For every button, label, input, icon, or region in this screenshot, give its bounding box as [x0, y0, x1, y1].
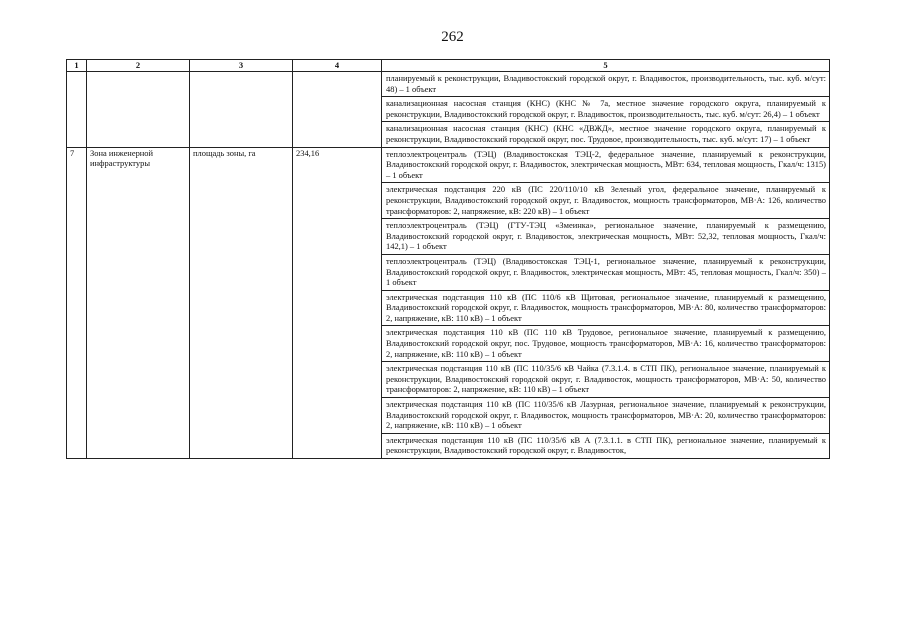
- facility-entry: электрическая подстанция 110 кВ (ПС 110/35/6 кВ Чайка (7.3.1.4. в СТП ПК), региональное значение, планируемый к реконструкции, Владивостокский городской округ, г. Владивосток, мощность трансформаторов, МВ·А: 50, количество трансформаторов: 2, напряжение, кВ: 110 кВ) – 1 объект: [382, 362, 830, 398]
- cell-empty: [190, 72, 293, 148]
- facility-entry: электрическая подстанция 220 кВ (ПС 220/110/10 кВ Зеленый угол, федеральное значение, планируемый к реконструкции, Владивостокский городской округ, г. Владивосток, мощность трансформаторов, МВ·А: 126, количество трансформаторов: 2, напряжение, кВ: 220 кВ) – 1 объект: [382, 183, 830, 219]
- facility-entry: канализационная насосная станция (КНС) (КНС № 7а, местное значение городского округа, планируемый к реконструкции, Владивостокский городской округ, г. Владивосток, производительность, тыс. куб. м/сут: 26,4) – 1 объект: [382, 97, 830, 122]
- facility-entry: теплоэлектроцентраль (ТЭЦ) (ГТУ-ТЭЦ «Змеинка», региональное значение, планируемый к размещению, Владивостокский городской округ, г. Владивосток, электрическая мощность, МВт: 52,32, тепловая мощность, Гкал/ч: 142,1) – 1 объект: [382, 219, 830, 255]
- facility-entry: теплоэлектроцентраль (ТЭЦ) (Владивостокская ТЭЦ-2, федеральное значение, планируемый к реконструкции, Владивостокский городской округ, г. Владивосток, электрическая мощность, МВт: 634, тепловая мощность, Гкал/ч: 1315) – 1 объект: [382, 147, 830, 183]
- page-number: 262: [441, 29, 464, 45]
- facility-entry: электрическая подстанция 110 кВ (ПС 110/35/6 кВ А (7.3.1.1. в СТП ПК), региональное значение, планируемый к реконструкции, Владивостокский городской округ, г. Владивосток,: [382, 433, 830, 458]
- column-header-2: 2: [87, 60, 190, 72]
- zone-name: Зона инженерной инфраструктуры: [87, 147, 190, 458]
- table-header-row: [67, 60, 830, 72]
- zones-table: [66, 59, 830, 459]
- column-header-1: 1: [67, 60, 87, 72]
- zone-parameter-value: 234,16: [293, 147, 382, 458]
- cell-empty: [67, 72, 87, 148]
- column-header-5: 5: [382, 60, 830, 72]
- row-number: 7: [67, 147, 87, 458]
- cell-empty: [87, 72, 190, 148]
- facility-entry: электрическая подстанция 110 кВ (ПС 110 кВ Трудовое, региональное значение, планируемый к размещению, Владивостокский городской округ, пос. Трудовое, мощность трансформаторов, МВ·А: 16, количество трансформаторов: 2, напряжение, кВ: 110 кВ) – 1 объект: [382, 326, 830, 362]
- facility-entry: планируемый к реконструкции, Владивостокский городской округ, г. Владивосток, производительность, тыс. куб. м/сут: 48) – 1 объект: [382, 72, 830, 97]
- facility-entry: электрическая подстанция 110 кВ (ПС 110/35/6 кВ Лазурная, региональное значение, планируемый к реконструкции, Владивостокский городской округ, г. Владивосток, мощность трансформаторов, МВ·А: 20, количество трансформаторов: 2, напряжение, кВ: 110 кВ) – 1 объект: [382, 398, 830, 434]
- cell-empty: [293, 72, 382, 148]
- facility-entry: канализационная насосная станция (КНС) (КНС «ДВЖД», местное значение городского округа, планируемый к реконструкции, Владивостокский городской округ, пос. Трудовое, производительность, тыс. куб. м/сут: 17) – 1 объект: [382, 122, 830, 147]
- facility-entry: электрическая подстанция 110 кВ (ПС 110/6 кВ Щитовая, региональное значение, планируемый к размещению, Владивостокский городской округ, г. Владивосток, мощность трансформаторов, МВ·А: 80, количество трансформаторов: 2, напряжение, кВ: 110 кВ) – 1 объект: [382, 290, 830, 326]
- table-row: [67, 72, 830, 97]
- column-header-3: 3: [190, 60, 293, 72]
- table-row: [67, 147, 830, 183]
- column-header-4: 4: [293, 60, 382, 72]
- facility-entry: теплоэлектроцентраль (ТЭЦ) (Владивостокская ТЭЦ-1, региональное значение, планируемый к реконструкции, Владивостокский городской округ, г. Владивосток, электрическая мощность, МВт: 45, тепловая мощность, Гкал/ч: 350) – 1 объект: [382, 254, 830, 290]
- zone-parameter: площадь зоны, га: [190, 147, 293, 458]
